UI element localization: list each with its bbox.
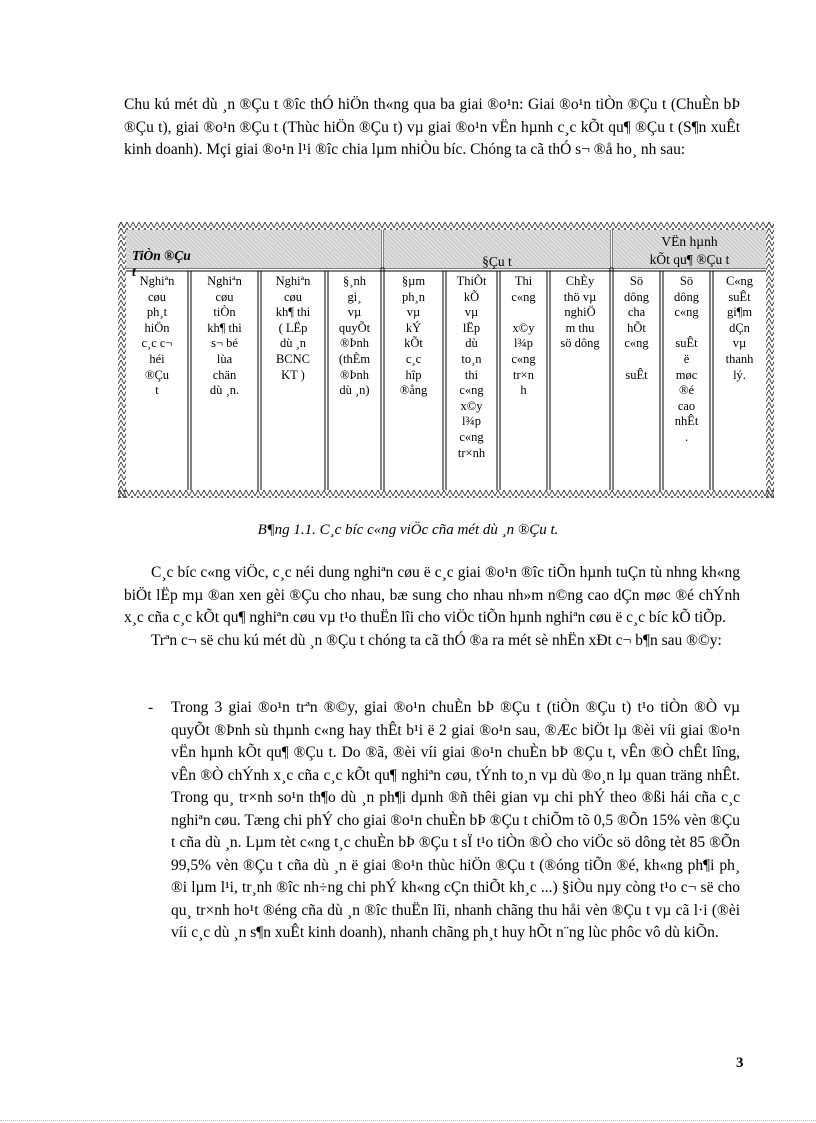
header-pre-investment: TiÒn ®Çu t: [132, 248, 191, 279]
step-10-full-capacity: Sö dông c«ng suÊt ë møc ®é cao nhÊt .: [674, 274, 699, 444]
table-caption: B¶ng 1.1. C¸c bíc c«ng viÖc cña mét dù ¸n ®Çu t.: [257, 522, 559, 538]
step-8-trial-acceptance: ChÈy thö vµ nghiÖ m thu sö dông: [560, 274, 600, 351]
step-2-prefeasibility-study: Nghiªn cøu tiÒn kh¶ thi s¬ bé lùa chän dù ¸n.: [207, 274, 242, 398]
step-3-feasibility-study: Nghiªn cøu kh¶ thi ( LËp dù ¸n BCNC KT ): [275, 274, 311, 382]
header-investment: §Çu t: [482, 254, 512, 269]
investment-cycle-diagram: [118, 222, 774, 498]
step-9-under-capacity: Sö dông cha hÕt c«ng suÊt: [624, 274, 649, 382]
page-number: 3: [736, 1055, 744, 1071]
header-operation-line1: VËn hµnh: [661, 234, 718, 249]
header-operation-line2: kÕt qu¶ ®Çu t: [649, 252, 730, 267]
step-5-negotiation-contracts: §µm ph¸n vµ kÝ kÕt c¸c hîp ®ång: [399, 274, 428, 398]
step-1-opportunity-study: Nghiªn cøu ph¸t hiÖn c¸c c¬ héi ®Çu t: [139, 274, 175, 398]
paragraph-3: Trªn c¬ së chu kú mét dù ¸n ®Çu t chóng ta cã thÓ ®a ra mét sè nhËn xÐt c¬ b¶n sau ®©y:: [151, 632, 722, 649]
intro-paragraph: Chu kú mét dù ¸n ®Çu t ®îc thÓ hiÖn th«ng qua ba giai ®o¹n: Giai ®o¹n tiÒn ®Çu t (ChuÈn bÞ ®Çu t), giai ®o¹n ®Çu t (Thùc hiÖn ®Çu t) vµ giai ®o¹n vËn hµnh c¸c kÕt qu¶ ®Çu t (S¶n xuÊt kinh doanh). Mçi giai ®o¹n l¹i ®îc chia lµm nhiÒu bíc. Chóng ta cã thÓ s¬ ®å ho¸ nh sau:: [124, 96, 740, 158]
paragraph-2: C¸c bíc c«ng viÖc, c¸c néi dung nghiªn cøu ë c¸c giai ®o¹n ®îc tiÕn hµnh tuÇn tù nhng kh«ng biÖt lËp mµ ®an xen gèi ®Çu cho nhau, bæ sung cho nhau nh»m n©ng cao dÇn møc ®é chÝnh x¸c cña c¸c kÕt qu¶ nghiªn cøu vµ t¹o thuËn lîi cho viÖc tiÕn hµnh nghiªn cøu ë c¸c bíc kÕ tiÕp.: [124, 564, 740, 626]
bullet-1-text: Trong 3 giai ®o¹n trªn ®©y, giai ®o¹n chuÈn bÞ ®Çu t (tiÒn ®Çu t) t¹o tiÒn ®Ò vµ quyÕt ®Þnh sù thµnh c«ng hay thÊt b¹i ë 2 giai ®o¹n sau, ®Æc biÖt lµ ®èi víi giai ®o¹n vËn hµnh kÕt qu¶ ®Çu t. Do ®ã, ®èi víi giai ®o¹n chuÈn bÞ ®Çu t, vÊn ®Ò chÊt lîng, vÊn ®Ò chÝnh x¸c cña c¸c kÕt qu¶ nghiªn cøu, tÝnh to¸n vµ dù ®o¸n lµ quan träng nhÊt. Trong qu¸ tr×nh so¹n th¶o dù ¸n ph¶i dµnh ®ñ thêi gian vµ chi phÝ theo ®ßi hái cña c¸c nghiªn cøu. Tæng chi phÝ cho giai ®o¹n chuÈn bÞ ®Çu t chiÕm tõ 0,5 ®Õn 15% vèn ®Çu t cña dù ¸n. Lµm tèt c«ng t¸c chuÈn bÞ ®Çu t sÏ t¹o tiÒn ®Ò cho viÖc sö dông tèt 85 ®Õn 99,5% vèn ®Çu t cña dù ¸n ë giai ®o¹n thùc hiÖn ®Çu t (®óng tiÕn ®é, kh«ng ph¶i ph¸ ®i lµm l¹i, tr¸nh ®îc nh÷ng chi phÝ kh«ng cÇn thiÕt kh¸c ...) §iÒu nµy còng t¹o c¬ së cho qu¸ tr×nh ho¹t ®éng cña dù ¸n ®îc thuËn lîi, nhanh chãng thu håi vèn ®Çu t vµ cã l·i (®èi víi c¸c dù ¸n s¶n xuÊt kinh doanh), nhanh chãng ph¸t huy hÕt n¨ng lùc phôc vô dù kiÕn.: [171, 699, 740, 941]
step-11-decline-liquidation: C«ng suÊt gi¶m dÇn vµ thanh lý.: [725, 274, 754, 382]
bullet-dash: -: [148, 699, 154, 716]
page-bottom-dotted-rule: [0, 1120, 816, 1121]
step-7-construction: Thi c«ng x©y l¾p c«ng tr×n h: [511, 274, 536, 398]
step-4-appraisal-decision: §¸nh gi¸ vµ quyÕt ®Þnh (thÈm ®Þnh dù ¸n): [338, 274, 371, 398]
step-6-design-estimate: ThiÕt kÕ vµ lËp dù to¸n thi c«ng x©y l¾p c«ng tr×nh: [456, 274, 487, 460]
